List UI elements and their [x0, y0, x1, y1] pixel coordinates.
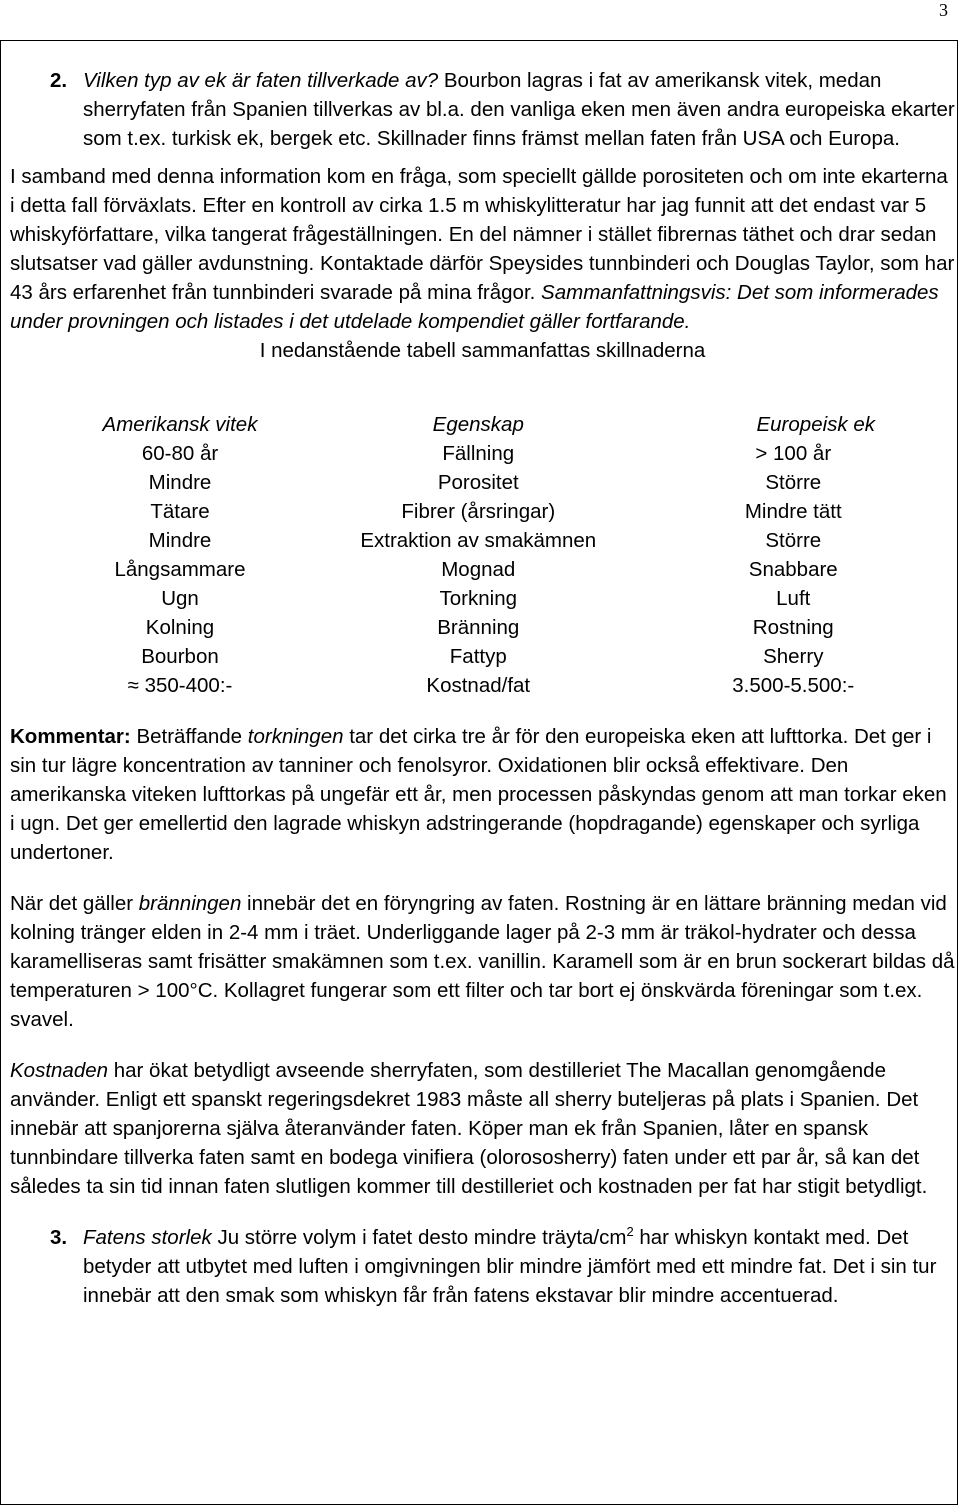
table-cell: Luft [776, 587, 811, 610]
intro-paragraph [10, 162, 955, 336]
table-cell: Mindre tätt [744, 500, 842, 523]
table-row [10, 671, 955, 700]
table-cell: > 100 år [755, 442, 832, 465]
table-header-row [10, 410, 955, 439]
table-cell: Fällning [442, 442, 515, 465]
document-body [10, 66, 955, 1310]
table-cell: Mognad [441, 558, 516, 581]
table-cell: 3.500-5.500:- [732, 674, 855, 697]
table-cell: Fibrer (årsringar) [401, 500, 556, 523]
table-cell: Bränning [437, 616, 520, 639]
table-cell: Mindre [148, 471, 212, 494]
table-row [10, 642, 955, 671]
table-cell: Porositet [437, 471, 519, 494]
table-cell: Kolning [145, 616, 215, 639]
table-cell: Sherry [763, 645, 824, 668]
table-row [10, 526, 955, 555]
table-row [10, 468, 955, 497]
section-question: Vilken typ av ek är faten tillverkade av? [83, 69, 439, 92]
table-row [10, 613, 955, 642]
table-cell: Mindre [148, 529, 212, 552]
section-number: 2. [50, 69, 68, 92]
kommentar-text: Beträffande [130, 725, 248, 748]
section-text: Ju större volym i fatet desto mindre träyta/cm [211, 1226, 627, 1249]
section-number: 3. [50, 1226, 68, 1249]
page-number: 3 [939, 0, 948, 20]
section-heading: Fatens storlek [83, 1226, 212, 1249]
table-header-cell: Egenskap [432, 413, 524, 436]
intro-text: I samband med denna information kom en fråga, som speciellt gällde porositeten och om inte ekarterna i detta fall förväxlats. Efter en kontroll av cirka 1.5 m whiskylitteratur har jag funnit att det endast var 5 whiskyförfattare, vilka tangerat frågeställningen. En del nämner i stället fibrernas täthet och drar sedan slutsatser vad gäller avdunstning. Kontaktade därför Speysides tunnbinderi och Douglas Taylor, som har 43 års erfarenhet från tunnbinderi svarade på mina frågor. [10, 165, 955, 304]
table-row [10, 584, 955, 613]
table-header-cell: Europeisk ek [756, 413, 875, 436]
branning-paragraph [10, 889, 955, 1034]
table-cell: Torkning [439, 587, 518, 610]
table-cell: Tätare [150, 500, 210, 523]
table-caption: I nedanstående tabell sammanfattas skillnaderna [259, 339, 706, 362]
section-text: har whiskyn kontakt med. Det betyder att utbytet med luften i omgivningen blir mindre jämfört med ett mindre fat. Det i sin tur innebär att den smak som whiskyn får från fatens ekstavar blir mindre accentuerad. [83, 1226, 937, 1307]
kostnaden-paragraph [10, 1056, 955, 1201]
table-cell: Snabbare [748, 558, 838, 581]
table-header-cell: Amerikansk vitek [102, 413, 258, 436]
table-row [10, 439, 955, 468]
table-cell: Långsammare [114, 558, 246, 581]
table-cell: Extraktion av smakämnen [360, 529, 597, 552]
table-row [10, 555, 955, 584]
kommentar-text: tar det cirka tre år för den europeiska eken att lufttorka. Det ger i sin tur lägre koncentration av tanniner och fenolsyror. Oxidationen blir också effektivare. Den amerikanska viteken lufttorkas på ungefär ett år, men processen påskyndas genom att man torkar eken i ugn. Det ger emellertid den lagrade whiskyn adstringerande (hopdragande) egenskaper och syrliga undertoner. [10, 725, 947, 864]
table-cell: Ugn [161, 587, 199, 610]
table-cell: 60-80 år [141, 442, 219, 465]
superscript: 2 [626, 1224, 634, 1240]
branning-text: När det gäller [10, 892, 139, 915]
branning-emphasis: bränningen [138, 892, 242, 915]
table-cell: Bourbon [141, 645, 219, 668]
table-cell: Rostning [752, 616, 834, 639]
kostnaden-emphasis: Kostnaden [10, 1059, 109, 1082]
table-cell: Fattyp [449, 645, 507, 668]
table-cell: Kostnad/fat [426, 674, 531, 697]
table-cell: ≈ 350-400:- [127, 674, 233, 697]
table-cell: Större [765, 529, 822, 552]
kommentar-label: Kommentar: [10, 725, 131, 748]
summary-text: Sammanfattningsvis: Det som informerades under provningen och listades i det utdelade kompendiet gäller fortfarande. [10, 281, 939, 333]
table-row [10, 497, 955, 526]
section-answer: Bourbon lagras i fat av amerikansk vitek, medan sherryfaten från Spanien tillverkas av bl.a. den vanliga eken men även andra europeiska ekarter som t.ex. turkisk ek, bergek etc. Skillnader finns främst mellan faten från USA och Europa. [83, 69, 955, 150]
comparison-table [10, 410, 955, 700]
kommentar-paragraph [10, 722, 955, 867]
kommentar-emphasis: torkningen [247, 725, 344, 748]
section-2 [10, 66, 955, 153]
kostnaden-text: har ökat betydligt avseende sherryfaten, som destilleriet The Macallan genomgående använder. Enligt ett spanskt regeringsdekret 1983 måste all sherry buteljeras på plats i Spanien. Det innebär att spanjorerna själva återanvänder faten. Köper man ek från Spanien, låter en spansk tunnbindare tillverka faten samt en bodega vinifiera (olorososherry) faten under ett par år, så kan det således ta sin tid innan faten slutligen kommer till destilleriet och kostnaden per fat har stigit betydligt. [10, 1059, 928, 1198]
section-3 [10, 1223, 955, 1310]
branning-text: innebär det en föryngring av faten. Rostning är en lättare bränning medan vid kolning tränger elden in 2-4 mm i träet. Underliggande lager på 2-3 mm är träkol-hydrater och dessa karamelliseras samt frisätter smakämnen som t.ex. vanillin. Karamell som är en brun sockerart bildas då temperaturen > 100°C. Kollagret fungerar som ett filter och tar bort ej önskvärda föreningar som t.ex. svavel. [10, 892, 955, 1031]
table-cell: Större [765, 471, 822, 494]
